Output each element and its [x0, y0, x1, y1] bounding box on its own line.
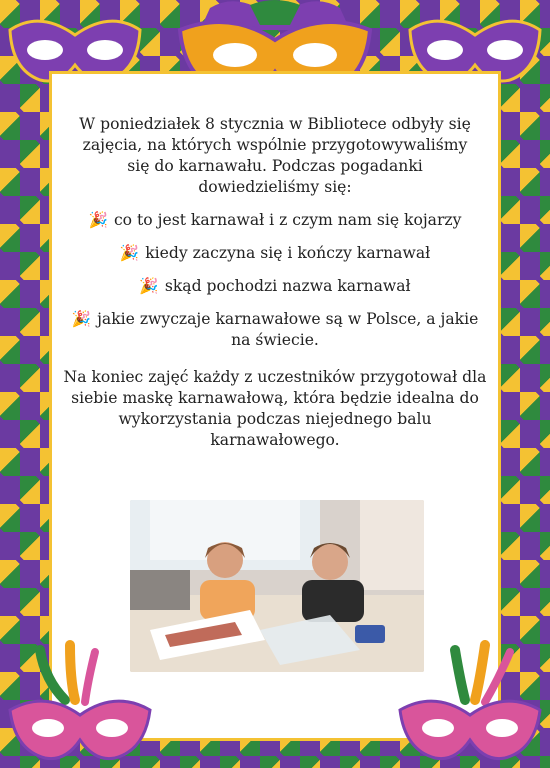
- party-popper-icon: 🎉: [139, 277, 159, 295]
- bullet-text: kiedy zaczyna się i kończy karnawał: [145, 244, 431, 262]
- party-popper-icon: 🎉: [119, 244, 140, 262]
- bullet-item: [62, 309, 488, 351]
- content-panel: [52, 74, 498, 738]
- bullet-item: [62, 210, 488, 231]
- intro-paragraph: W poniedziałek 8 stycznia w Bibliotece odbyły się zajęcia, na których wspólnie przygotowywaliśmy się do karnawału. Podczas pogadanki dowiedzieliśmy się:: [79, 115, 471, 196]
- bullet-item: [62, 243, 488, 264]
- party-popper-icon: 🎉: [71, 310, 92, 328]
- announcement-text: [52, 74, 498, 451]
- carnival-mask-bottom-left-icon: [0, 640, 160, 768]
- carnival-mask-bottom-right-icon: [390, 640, 550, 768]
- party-popper-icon: 🎉: [88, 211, 108, 229]
- bullet-item: [62, 276, 488, 297]
- outro-paragraph: Na koniec zajęć każdy z uczestników przygotował dla siebie maskę karnawałową, która będzie idealna do wykorzystania podczas niejednego balu karnawałowego.: [63, 368, 487, 449]
- bullet-text: jakie zwyczaje karnawałowe są w Polsce, a jakie na świecie.: [97, 310, 479, 349]
- bullet-text: co to jest karnawał i z czym nam się kojarzy: [113, 211, 462, 229]
- bullet-text: skąd pochodzi nazwa karnawał: [164, 277, 411, 295]
- workshop-photo: [130, 500, 424, 672]
